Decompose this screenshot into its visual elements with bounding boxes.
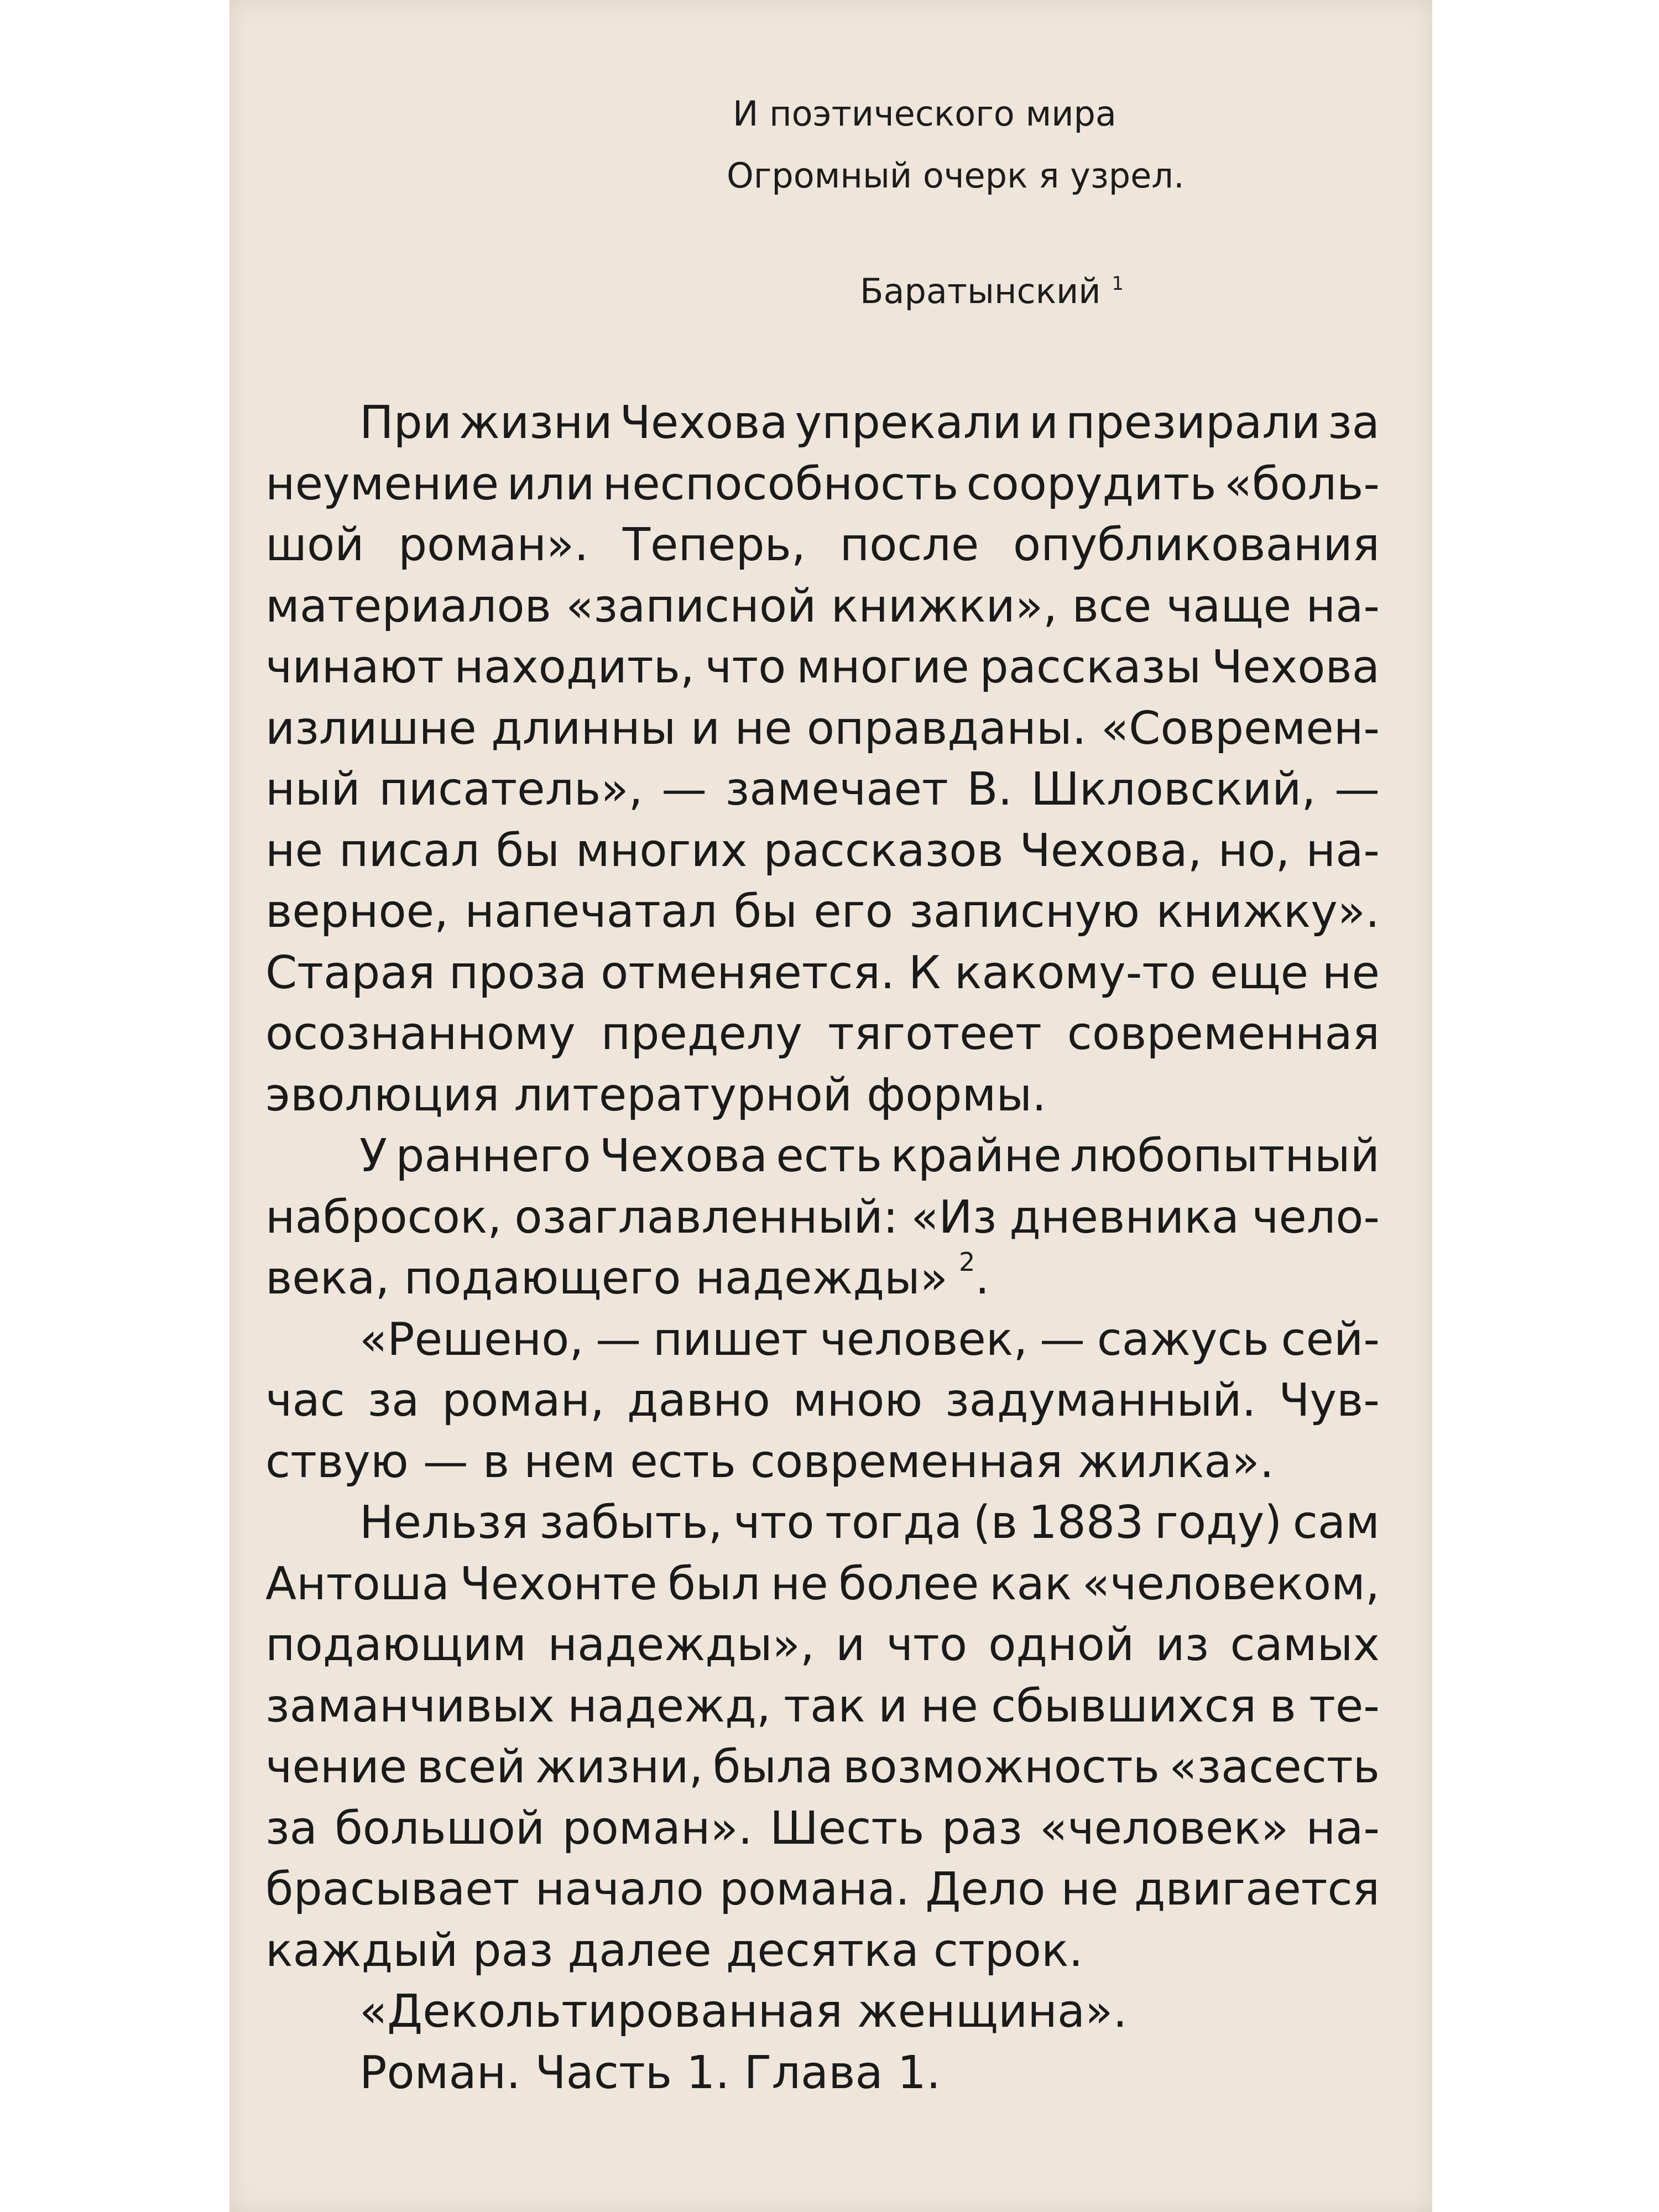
word: одной — [988, 1619, 1135, 1671]
text-line — [265, 393, 1380, 454]
word: но, — [1218, 824, 1290, 877]
word: раз — [941, 1802, 1022, 1855]
text-line — [265, 1676, 1380, 1738]
word: пишет — [653, 1313, 808, 1366]
word: году) — [1154, 1496, 1282, 1549]
word: рассказов — [763, 824, 1004, 877]
text-line — [265, 759, 1380, 821]
word: роман». — [562, 1802, 753, 1855]
word: брасывает — [265, 1863, 520, 1916]
word: «записной — [566, 580, 817, 633]
word: Дело — [925, 1863, 1046, 1916]
text-line — [265, 821, 1380, 882]
word: что — [733, 1496, 815, 1549]
word: надежды», — [547, 1619, 815, 1671]
footnote-marker: 2 — [958, 1247, 975, 1277]
word: — — [1334, 763, 1380, 816]
word: пределу — [601, 1008, 802, 1060]
word: «боль- — [1224, 457, 1380, 510]
line-text: «Декольтированная женщина». — [359, 1985, 1128, 2038]
text-line — [265, 1493, 1380, 1554]
word: длинны — [491, 702, 676, 755]
word: «засесть — [1169, 1741, 1380, 1793]
word: жизни — [459, 397, 613, 449]
word: ный — [265, 763, 361, 816]
word: как — [989, 1557, 1072, 1610]
text-line — [265, 1798, 1380, 1860]
word: не — [1322, 946, 1380, 999]
word: «Современ- — [1101, 702, 1380, 755]
line-text: ствую — в нем есть современная жилка». — [265, 1435, 1274, 1488]
word: подающим — [265, 1619, 527, 1671]
word: неумение — [265, 457, 499, 510]
epigraph-author — [860, 271, 1124, 311]
word: на- — [1306, 824, 1380, 877]
word: забыть, — [539, 1496, 723, 1549]
word: многих — [575, 824, 748, 877]
word: проза — [448, 946, 587, 999]
word: — — [1040, 1313, 1086, 1366]
text-line — [265, 1004, 1380, 1065]
word: писатель», — [379, 763, 643, 816]
word: Чехова — [1212, 641, 1380, 693]
word: 1883 — [1028, 1496, 1144, 1549]
word: на- — [1306, 1802, 1380, 1855]
word: писал — [339, 824, 480, 877]
text-line — [265, 1859, 1380, 1921]
word: осознанному — [265, 1008, 576, 1060]
word: современная — [1067, 1008, 1380, 1060]
epigraph-line: Огромный очерк я узрел. — [727, 155, 1185, 196]
word: книжки», — [831, 580, 1058, 633]
word: — — [596, 1313, 641, 1366]
text-line — [265, 1921, 1380, 1982]
text-line — [265, 1981, 1380, 2043]
text-line — [265, 1065, 1380, 1126]
word: возможность — [843, 1741, 1160, 1793]
word: из — [1155, 1619, 1209, 1671]
word: опубликования — [1013, 519, 1380, 571]
word: Чехова — [599, 1130, 768, 1182]
word: шой — [265, 519, 364, 571]
text-line — [265, 1126, 1380, 1187]
word: мною — [792, 1374, 923, 1427]
word: набросок, — [265, 1191, 502, 1244]
word: чаще — [1166, 580, 1292, 633]
word: те- — [1309, 1679, 1380, 1733]
word: Нельзя — [359, 1496, 529, 1549]
word: более — [838, 1557, 979, 1610]
word: есть — [776, 1130, 882, 1182]
word: К — [908, 946, 941, 999]
word: и — [836, 1619, 865, 1671]
word: Чув- — [1279, 1374, 1380, 1427]
word: неспособность — [602, 457, 959, 510]
word: сбывшихся — [991, 1679, 1257, 1733]
word: роман». — [398, 519, 589, 571]
word: Чехонте — [460, 1557, 658, 1610]
word: не — [770, 1557, 828, 1610]
word: озаглавленный: — [514, 1191, 899, 1244]
word: была — [712, 1741, 833, 1793]
word: не — [265, 824, 324, 877]
word: заманчивых — [265, 1679, 555, 1733]
text-line — [265, 1554, 1380, 1615]
word: начало — [535, 1863, 704, 1916]
word: так — [784, 1679, 865, 1733]
word: сажусь — [1097, 1313, 1269, 1366]
word: что — [705, 641, 786, 693]
text-line — [265, 2043, 1380, 2104]
word: сей- — [1281, 1313, 1380, 1366]
word: любопытный — [1070, 1130, 1380, 1182]
word: какому-то — [954, 946, 1197, 999]
word: не — [734, 702, 792, 755]
line-text: века, подающего надежды» — [265, 1252, 948, 1305]
word: чело- — [1251, 1191, 1380, 1244]
line-text: Роман. Часть 1. Глава 1. — [359, 2046, 941, 2099]
text-line — [265, 515, 1380, 576]
word: Теперь, — [622, 519, 806, 571]
epigraph — [293, 83, 1185, 207]
word: давно — [627, 1374, 770, 1427]
word: и — [878, 1679, 908, 1733]
word: не — [1061, 1863, 1119, 1916]
word: еще — [1210, 946, 1309, 999]
word: У — [359, 1130, 387, 1182]
word: книжку». — [1156, 885, 1380, 938]
word: и — [1029, 397, 1059, 449]
text-line — [265, 1248, 1380, 1310]
footnote-marker: 1 — [1112, 273, 1124, 295]
word: записную — [909, 885, 1140, 938]
text-line — [265, 1432, 1380, 1493]
word: на- — [1306, 580, 1380, 633]
line-text: эволюция литературной формы. — [265, 1068, 1047, 1121]
text-line — [265, 1370, 1380, 1432]
word: презирали — [1066, 397, 1321, 449]
word: романа. — [719, 1863, 910, 1916]
word: дневника — [1009, 1191, 1239, 1244]
word: был — [667, 1557, 761, 1610]
word: час — [265, 1374, 345, 1427]
word: за — [367, 1374, 420, 1427]
word: бы — [495, 824, 560, 877]
word: раннего — [395, 1130, 591, 1182]
epigraph-line: И поэтического мира — [733, 93, 1117, 134]
word: многие — [796, 641, 969, 693]
word: Антоша — [265, 1557, 450, 1610]
word: крайне — [890, 1130, 1062, 1182]
word: В. — [967, 763, 1013, 816]
line-text: каждый раз далее десятка строк. — [265, 1924, 1083, 1977]
word: Чехова — [619, 397, 788, 449]
word: тогда — [825, 1496, 963, 1549]
word: отменяется. — [601, 946, 895, 999]
word: чинают — [265, 641, 444, 693]
text-line — [265, 881, 1380, 943]
word: человек, — [820, 1313, 1028, 1366]
word: двигается — [1134, 1863, 1380, 1916]
word: упрекали — [795, 397, 1022, 449]
word: «Решено, — [359, 1313, 584, 1366]
text-line — [265, 1310, 1380, 1371]
word: (в — [973, 1496, 1018, 1549]
word: задуманный. — [945, 1374, 1256, 1427]
word: или — [507, 457, 595, 510]
body-text — [265, 393, 1380, 2104]
word: При — [359, 397, 452, 449]
word: большой — [335, 1802, 545, 1855]
word: в — [1269, 1679, 1296, 1733]
word: находить, — [454, 641, 695, 693]
word: что — [886, 1619, 967, 1671]
word: чение — [265, 1741, 408, 1793]
period: . — [975, 1252, 990, 1305]
text-line — [265, 454, 1380, 515]
word: Шесть — [770, 1802, 925, 1855]
word: всей — [416, 1741, 526, 1793]
word: самых — [1230, 1619, 1380, 1671]
word: соорудить — [966, 457, 1217, 510]
word: напечатал — [465, 885, 718, 938]
word: материалов — [265, 580, 551, 633]
word: «человеком, — [1082, 1557, 1380, 1610]
word: оправданы. — [806, 702, 1087, 755]
word: «человек» — [1040, 1802, 1289, 1855]
text-line — [265, 1187, 1380, 1249]
word: верное, — [265, 885, 449, 938]
word: все — [1072, 580, 1152, 633]
word: — — [661, 763, 707, 816]
word: бы — [733, 885, 797, 938]
text-line — [265, 576, 1380, 638]
word: его — [813, 885, 893, 938]
word: надежд, — [567, 1679, 771, 1733]
word: замечает — [725, 763, 948, 816]
text-line — [265, 1737, 1380, 1798]
text-line — [265, 637, 1380, 698]
word: после — [839, 519, 979, 571]
text-line — [265, 943, 1380, 1004]
word: Старая — [265, 946, 435, 999]
epigraph-author-name: Баратынский — [860, 271, 1101, 311]
word: тяготеет — [827, 1008, 1042, 1060]
word: «Из — [911, 1191, 997, 1244]
text-line — [265, 698, 1380, 760]
word: за — [1328, 397, 1380, 449]
word: Шкловский, — [1031, 763, 1316, 816]
word: сам — [1292, 1496, 1380, 1549]
word: рассказы — [979, 641, 1202, 693]
word: Чехова, — [1019, 824, 1202, 877]
text-line — [265, 1615, 1380, 1676]
word: за — [265, 1802, 317, 1855]
word: и — [690, 702, 721, 755]
word: жизни, — [535, 1741, 703, 1793]
word: не — [920, 1679, 978, 1733]
word: излишне — [265, 702, 477, 755]
word: роман, — [442, 1374, 605, 1427]
